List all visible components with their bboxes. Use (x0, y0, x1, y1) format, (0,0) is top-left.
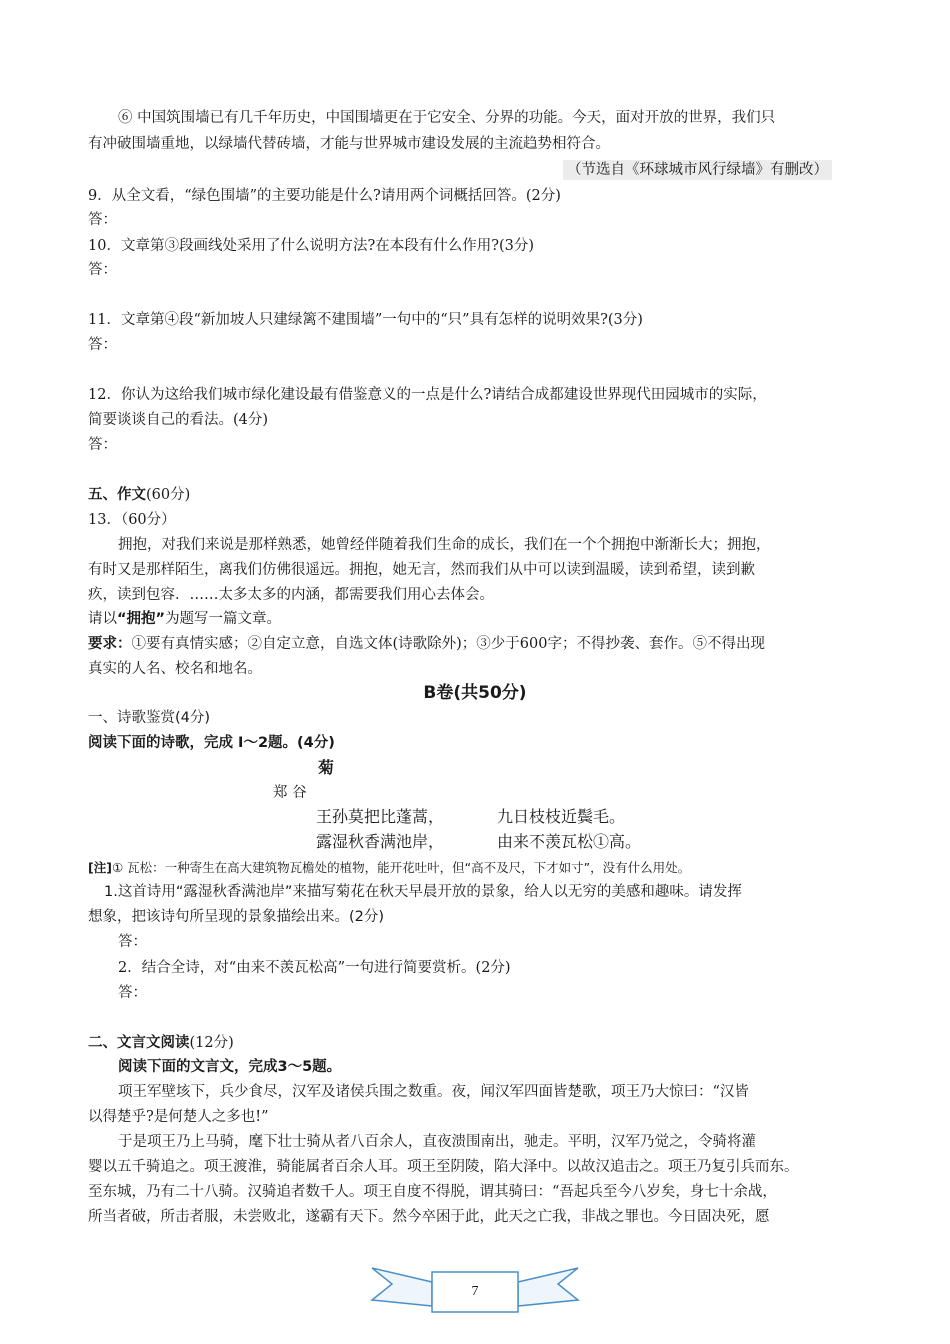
poem-title: 菊 (318, 758, 335, 777)
poem-question-1-line-1: 1.这首诗用“露湿秋香满池岸”来描写菊花在秋天早晨开放的景象，给人以无穷的美感和趣味。请发挥 (104, 884, 742, 900)
section-2-score: (12分) (189, 1035, 234, 1051)
poem-line-1a: 王孙莫把比蓬蒿， (316, 807, 445, 826)
answer-11-label: 答： (88, 337, 117, 353)
prompt-suffix: 为题写一篇文章。 (165, 611, 282, 627)
question-12-line-1: 12．你认为这给我们城市绿化建设最有借鉴意义的一点是什么?请结合成都建设世界现代田园城市的实际， (88, 387, 767, 403)
requirements-line-1 (88, 634, 765, 654)
classical-instruction: 阅读下面的文言文，完成3～5题。 (118, 1059, 342, 1075)
prompt-keyword: “拥抱” (117, 611, 166, 627)
poem-question-2: 2．结合全诗，对“由来不羡瓦松高”一句进行简要赏析。(2分) (118, 960, 511, 976)
section-2-label: 二、文言文阅读 (88, 1035, 190, 1051)
poem-note (88, 858, 690, 878)
section-2-heading (88, 1033, 234, 1053)
classical-text-line-1: 项王军壁垓下，兵少食尽，汉军及诸侯兵围之数重。夜，闻汉军四面皆楚歌，项王乃大惊曰：“汉皆 (118, 1084, 749, 1100)
essay-prompt-line-3: 疚，读到包容．……太多太多的内涵，都需要我们用心去体会。 (88, 587, 494, 603)
requirements-text: ①要有真情实感；②自定立意，自选文体(诗歌除外)；③少于600字；不得抄袭、套作。⑤不得出现 (131, 636, 765, 652)
requirements-line-2: 真实的人名、校名和地名。 (88, 661, 262, 677)
section-1-heading: 一、诗歌鉴赏(4分) (88, 710, 211, 726)
question-13: 13．（60分） (88, 512, 176, 528)
poem-question-1-line-2: 想象，把该诗句所呈现的景象描绘出来。(2分) (88, 909, 385, 925)
classical-text-line-6: 所当者破，所击者服，未尝败北，遂霸有天下。然今卒困于此，此天之亡我，非战之罪也。今日固决死，愿 (88, 1209, 770, 1225)
note-text: ① 瓦松：一种寄生在高大建筑物瓦檐处的植物，能开花吐叶，但“高不及尺，下才如寸”，没有什么用处。 (111, 860, 691, 875)
classical-text-line-3: 于是项王乃上马骑，麾下壮士骑从者八百余人，直夜溃围南出，驰走。平明，汉军乃觉之，令骑将灌 (118, 1134, 756, 1150)
note-label: [注] (88, 860, 112, 875)
classical-text-line-5: 至东城，乃有二十八骑。汉骑追者数千人。项王自度不得脱，谓其骑曰：“吾起兵至今八岁矣，身七十余战， (88, 1184, 777, 1200)
section-5-label: 五、作文 (88, 487, 146, 503)
prompt-prefix: 请以 (88, 611, 117, 627)
answer-12-label: 答： (88, 437, 117, 453)
poem-line-2b: 由来不羡瓦松①高。 (497, 832, 642, 851)
classical-text-line-4: 婴以五千骑追之。项王渡淮，骑能属者百余人耳。项王至阴陵，陷大泽中。以故汉追击之。项王乃复引兵而东。 (88, 1159, 799, 1175)
essay-title-instruction (88, 609, 281, 629)
part-b-title: B卷(共50分) (423, 683, 527, 703)
answer-9-label: 答： (88, 212, 117, 228)
source-citation: （节选自《环球城市风行绿墙》有删改） (563, 160, 832, 180)
poem-instruction: 阅读下面的诗歌，完成 I～2题。(4分) (88, 735, 335, 751)
classical-text-line-2: 以得楚乎?是何楚人之多也!” (88, 1109, 269, 1125)
essay-prompt-line-1: 拥抱，对我们来说是那样熟悉，她曾经伴随着我们生命的成长，我们在一个个拥抱中渐渐长大；拥抱， (118, 537, 771, 553)
paragraph-6-line-1: ⑥ 中国筑围墙已有几千年历史，中国围墙更在于它安全、分界的功能。今天，面对开放的世界，我们只 (118, 110, 776, 126)
section-5-score: (60分) (146, 487, 191, 503)
poem-answer-2-label: 答： (118, 985, 147, 1001)
question-10: 10．文章第③段画线处采用了什么说明方法?在本段有什么作用?(3分) (88, 238, 535, 254)
poem-author: 郑 谷 (273, 785, 307, 801)
poem-answer-1-label: 答： (118, 934, 147, 950)
answer-10-label: 答： (88, 262, 117, 278)
requirements-label: 要求： (88, 636, 132, 652)
poem-line-2a: 露湿秋香满池岸， (316, 832, 445, 851)
page-number: 7 (471, 1284, 479, 1299)
section-5-heading (88, 485, 190, 505)
question-9: 9．从全文看，“绿色围墙”的主要功能是什么?请用两个词概括回答。(2分) (88, 188, 561, 204)
question-11: 11．文章第④段“新加坡人只建绿篱不建围墙”一句中的“只”具有怎样的说明效果?(3分) (88, 312, 643, 328)
paragraph-6-line-2: 有冲破围墙重地，以绿墙代替砖墙，才能与世界城市建设发展的主流趋势相符合。 (88, 136, 610, 152)
essay-prompt-line-2: 有时又是那样陌生，离我们仿佛很遥远。拥抱，她无言，然而我们从中可以读到温暖，读到希望，读到歉 (88, 562, 755, 578)
poem-line-1b: 九日枝枝近鬓毛。 (497, 807, 626, 826)
question-12-line-2: 简要谈谈自己的看法。(4分) (88, 412, 269, 428)
